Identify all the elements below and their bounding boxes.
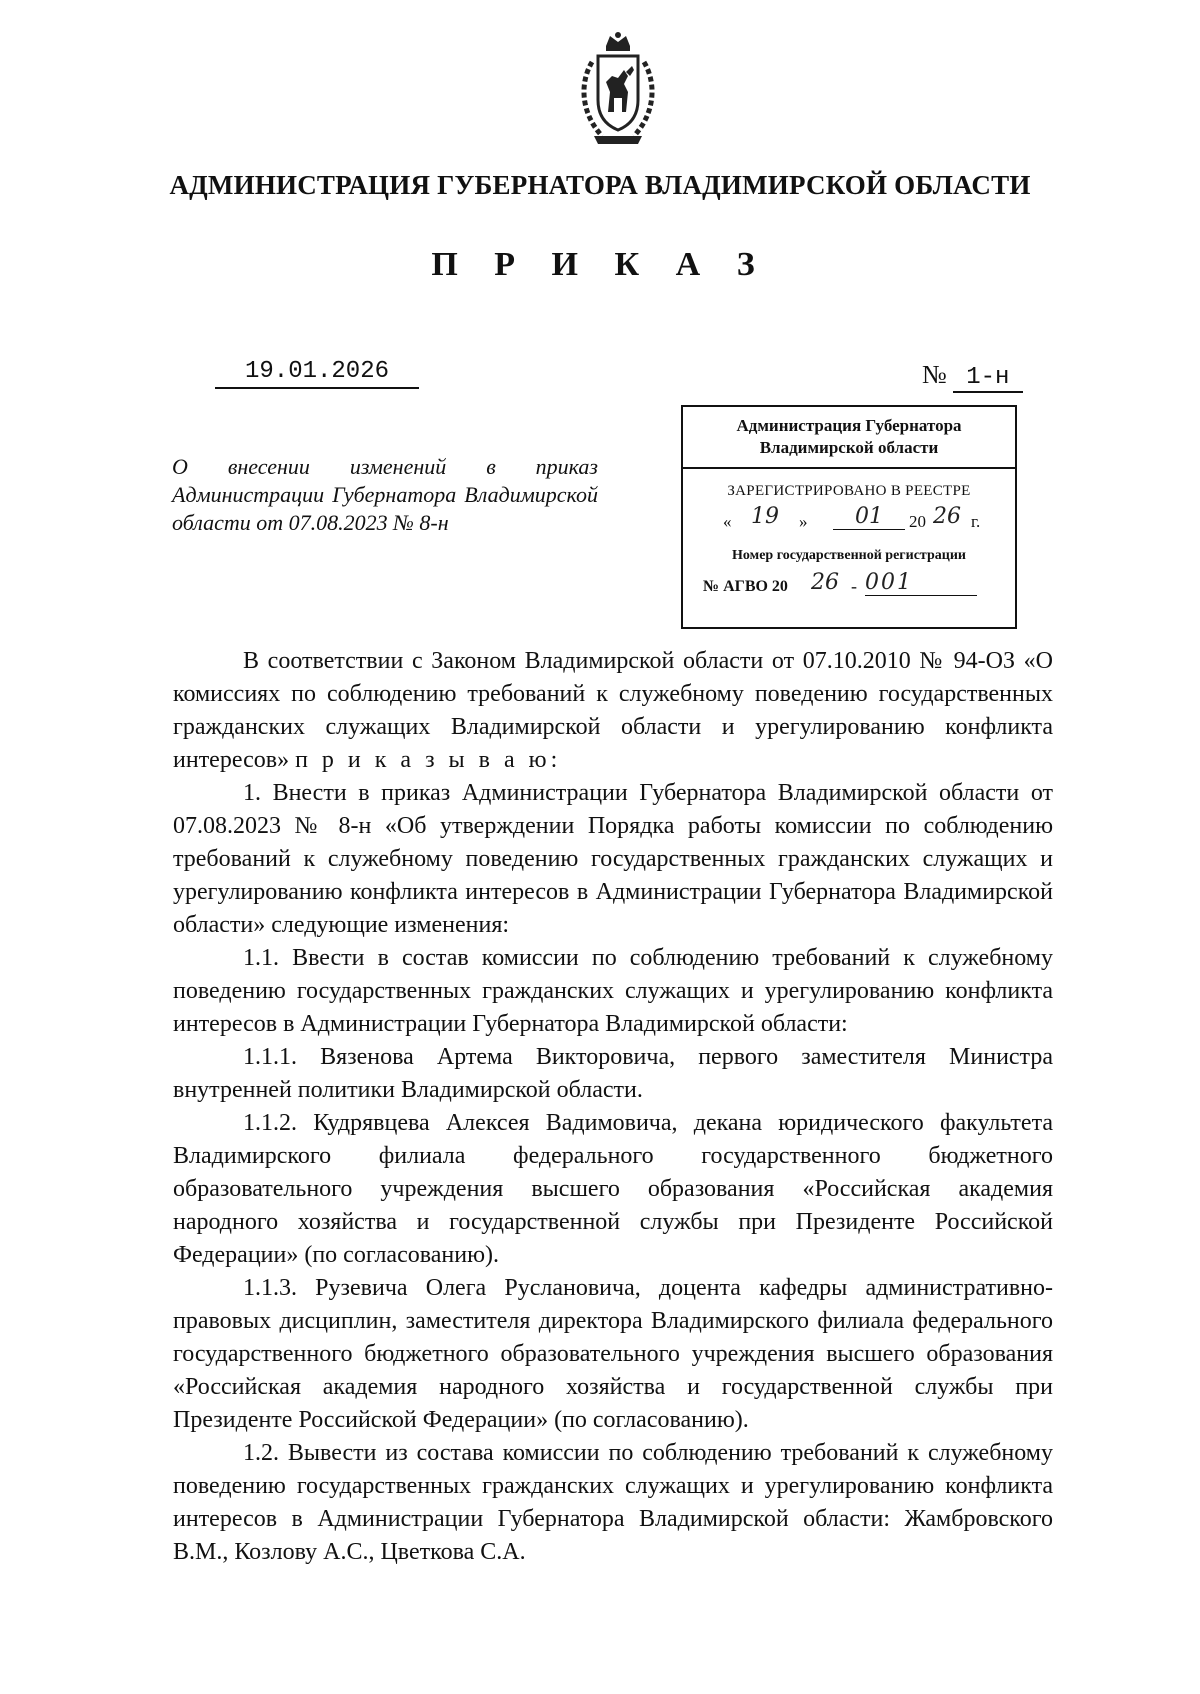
paragraph-1-1: 1.1. Ввести в состав комиссии по соблюдению требований к служебному поведению государственных гражданских служащих и урегулированию конфликта интересов в Администрации Губернатора Владимирской области: [173,945,1053,1037]
stamp-header [683,407,1015,469]
stamp-reg-year-handwritten: 26 [811,570,839,595]
order-body [173,645,1053,1569]
stamp-year-prefix: 20 [909,512,926,531]
stamp-reg-number [683,570,1015,600]
intro-paragraph [173,645,1053,777]
order-date: 19.01.2026 [215,358,419,389]
order-subject: О внесении изменений в приказ Администрации Губернатора Владимирской области от 07.08.2023 № 8-н [172,454,598,535]
stamp-org-line1: Администрация Губернатора [736,416,962,435]
paragraph-1-1-1: 1.1.1. Вязенова Артема Викторовича, первого заместителя Министра внутренней политики Владимирской области. [173,1044,1053,1103]
paragraph-1-1-2: 1.1.2. Кудрявцева Алексея Вадимовича, декана юридического факультета Владимирского филиала федерального государственного бюджетного образовательного учреждения высшего образования «Российская академия народного хозяйства и государственной службы при Президенте Российской Федерации» (по согласованию). [173,1110,1053,1268]
paragraph-1-2: 1.2. Вывести из состава комиссии по соблюдению требований к служебному поведению государственных гражданских служащих и урегулированию конфликта интересов в Администрации Губернатора Владимирской области: Жамбровского В.М., Козлову А.С., Цветкова С.А. [173,1440,1053,1565]
stamp-registered-label: ЗАРЕГИСТРИРОВАНО В РЕЕСТРЕ [727,483,971,499]
stamp-reg-number-label: Номер государственной регистрации [732,548,966,563]
stamp-quote-open: « [723,512,732,531]
registration-stamp [681,405,1017,629]
stamp-org-line2: Владимирской области [759,438,939,457]
stamp-reg-seq-handwritten: 001 [865,570,977,596]
paragraph-1-1-3: 1.1.3. Рузевича Олега Руслановича, доцента кафедры административно-правовых дисциплин, заместителя директора Владимирского филиала федерального государственного бюджетного образовательного учреждения высшего образования «Российская академия народного хозяйства и государственной службы при Президенте Российской Федерации» (по согласованию). [173,1275,1053,1433]
order-number [922,360,1023,393]
stamp-reg-prefix: № АГВО 20 [703,578,788,595]
intro-text: В соответствии с Законом Владимирской области от 07.10.2010 № 94-ОЗ «О комиссиях по соблюдению требований к служебному поведению государственных гражданских служащих Владимирской области и урегулированию конфликта интересов» [173,648,1053,773]
stamp-month-handwritten: 01 [833,504,905,530]
stamp-reg-dash: - [851,576,857,596]
paragraph-1: 1. Внести в приказ Администрации Губернатора Владимирской области от 07.08.2023 № 8-н «Об утверждении Порядка работы комиссии по соблюдению требований к служебному поведению государственных гражданских служащих и урегулированию конфликта интересов в Администрации Губернатора Владимирской области» следующие изменения: [173,780,1053,938]
stamp-year-handwritten: 26 [933,504,961,529]
document-type-heading: П Р И К А З [431,246,769,283]
organization-title: АДМИНИСТРАЦИЯ ГУБЕРНАТОРА ВЛАДИМИРСКОЙ ОБЛАСТИ [169,170,1031,200]
stamp-date [683,504,1015,538]
number-sign: № [922,360,947,389]
coat-of-arms-icon [572,32,664,150]
order-word: п р и к а з ы в а ю: [295,747,562,773]
number-value: 1-н [953,364,1023,393]
stamp-year-suffix: г. [971,512,981,531]
stamp-quote-close: » [799,512,808,531]
stamp-day-handwritten: 19 [751,504,779,529]
